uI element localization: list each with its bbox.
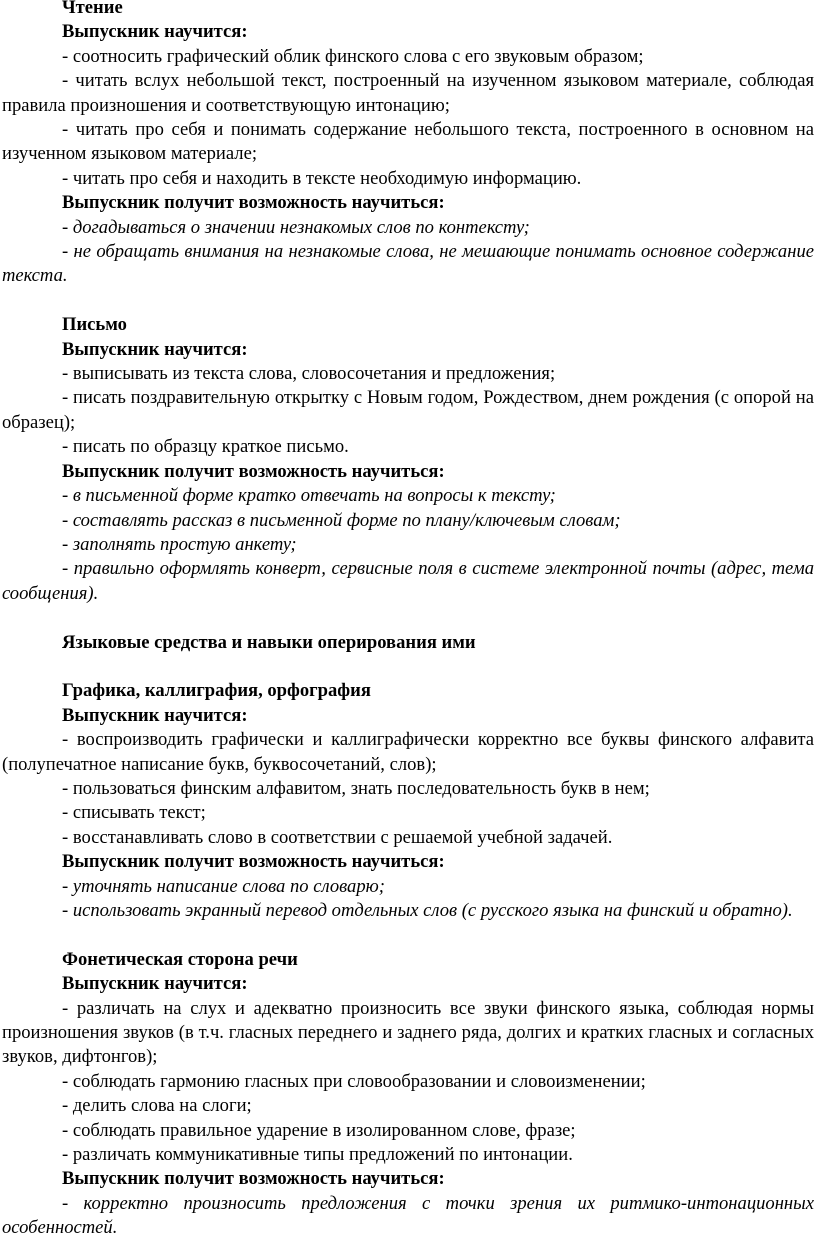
list-item: - в письменной форме кратко отвечать на вопросы к тексту; xyxy=(62,485,556,507)
may-learn-heading: Выпускник получит возможность научиться: xyxy=(62,851,445,873)
section-reading xyxy=(2,0,814,289)
list-item: - восстанавливать слово в соответствии с решаемой учебной задачей. xyxy=(62,826,613,848)
may-learn-heading: Выпускник получит возможность научиться: xyxy=(62,1168,445,1190)
list-item: - читать вслух небольшой текст, построенный на изученном языковом материале, соблюдая правила произношения и соответствующую интонацию; xyxy=(2,70,814,116)
list-item: - пользоваться финским алфавитом, знать последовательность букв в нем; xyxy=(62,777,650,799)
list-item: - выписывать из текста слова, словосочетания и предложения; xyxy=(62,363,556,385)
list-item: - корректно произносить предложения с точки зрения их ритмико-интонационных особенностей. xyxy=(2,1192,814,1239)
list-item: - использовать экранный перевод отдельных слов (с русского языка на финский и обратно). xyxy=(62,899,793,921)
list-item: - делить слова на слоги; xyxy=(62,1095,252,1117)
list-item: - списывать текст; xyxy=(62,802,206,824)
section-title: Письмо xyxy=(62,314,127,336)
list-item: - не обращать внимания на незнакомые слова, не мешающие понимать основное содержание текста. xyxy=(2,241,814,287)
list-item: - соотносить графический облик финского слова с его звуковым образом; xyxy=(62,45,644,67)
may-learn-heading: Выпускник получит возможность научиться: xyxy=(62,192,445,214)
list-item: - воспроизводить графически и каллиграфически корректно все буквы финского алфавита (полупечатное написание букв, буквосочетаний, слов); xyxy=(2,729,814,775)
blank-line xyxy=(2,289,814,313)
list-item: - читать про себя и находить в тексте необходимую информацию. xyxy=(62,167,582,189)
section-title: Графика, каллиграфия, орфография xyxy=(62,680,371,702)
list-item: - заполнять простую анкету; xyxy=(62,533,297,555)
section-title: Языковые средства и навыки оперирования ими xyxy=(62,631,476,653)
may-learn-heading: Выпускник получит возможность научиться: xyxy=(62,460,445,482)
list-item: - правильно оформлять конверт, сервисные поля в системе электронной почты (адрес, тема сообщения). xyxy=(2,558,814,604)
list-item: - различать коммуникативные типы предложений по интонации. xyxy=(62,1144,573,1166)
list-item: - составлять рассказ в письменной форме по плану/ключевым словам; xyxy=(62,509,621,531)
blank-line xyxy=(2,606,814,630)
section-title: Чтение xyxy=(62,0,123,18)
section-language-means xyxy=(2,631,814,655)
list-item: - читать про себя и понимать содержание небольшого текста, построенного в основном на изученном языковом материале; xyxy=(2,119,814,165)
list-item: - догадываться о значении незнакомых слов по контексту; xyxy=(62,216,530,238)
learns-heading: Выпускник научится: xyxy=(62,973,248,995)
learns-heading: Выпускник научится: xyxy=(62,704,248,726)
blank-line xyxy=(2,655,814,679)
list-item: - различать на слух и адекватно произносить все звуки финского языка, соблюдая нормы произношения звуков (в т.ч. гласных переднего и заднего ряда, долгих и кратких гласных и согласных звуков, дифтонгов); xyxy=(2,997,814,1068)
list-item: - соблюдать правильное ударение в изолированном слове, фразе; xyxy=(62,1119,576,1141)
learns-heading: Выпускник научится: xyxy=(62,21,248,43)
blank-line xyxy=(2,923,814,947)
section-phonetics xyxy=(2,948,814,1241)
list-item: - писать по образцу краткое письмо. xyxy=(62,436,349,458)
list-item: - соблюдать гармонию гласных при словообразовании и словоизменении; xyxy=(62,1070,646,1092)
learns-heading: Выпускник научится: xyxy=(62,338,248,360)
section-title: Фонетическая сторона речи xyxy=(62,948,298,970)
list-item: - уточнять написание слова по словарю; xyxy=(62,875,385,897)
list-item: - писать поздравительную открытку с Новым годом, Рождеством, днем рождения (с опорой на образец); xyxy=(2,387,814,433)
section-writing xyxy=(2,313,814,606)
section-graphics xyxy=(2,679,814,923)
